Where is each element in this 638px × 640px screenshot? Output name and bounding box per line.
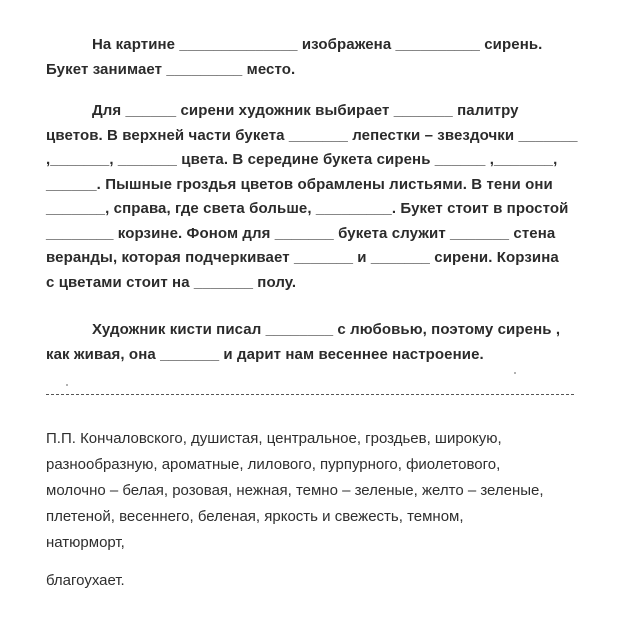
scan-speck [514, 372, 516, 374]
text-line: Для ______ сирени художник выбирает _______ палитру [92, 102, 519, 119]
word-bank-line: П.П. Кончаловского, душистая, центральное, гроздьев, широкую, [46, 430, 502, 447]
word-bank-line: плетеной, весеннего, беленая, яркость и свежесть, темном, [46, 508, 464, 525]
paragraph-description [46, 99, 606, 295]
text-line: Букет занимает _________ место. [46, 60, 296, 78]
text-line: с цветами стоит на _______ полу. [46, 273, 297, 291]
text-line: веранды, которая подчеркивает _______ и _______ сирени. Корзина [46, 249, 559, 266]
text-line: ______. Пышные гроздья цветов обрамлены листьями. В тени они [46, 175, 553, 193]
word-bank-line: натюрморт, [46, 534, 125, 551]
text-line: цветов. В верхней части букета _______ лепестки – звездочки _______ [46, 126, 578, 144]
text-line: Художник кисти писал ________ с любовью, поэтому сирень , [92, 321, 561, 338]
word-bank-line: молочно – белая, розовая, нежная, темно – зеленые, желто – зеленые, [46, 482, 544, 499]
paragraph-intro [46, 33, 606, 82]
text-line: ,_______, _______ цвета. В середине букета сирень ______ ,_______, [46, 151, 558, 168]
scan-speck [66, 384, 68, 386]
dashed-divider [46, 394, 574, 395]
text-line: как живая, она _______ и дарит нам весеннее настроение. [46, 345, 484, 363]
word-bank [46, 426, 616, 556]
text-line: _______, справа, где света больше, _________. Букет стоит в простой [46, 200, 569, 217]
text-line: ________ корзине. Фоном для _______ букета служит _______ стена [46, 224, 556, 242]
word-bank-line: разнообразную, ароматные, лилового, пурпурного, фиолетового, [46, 456, 501, 473]
paragraph-conclusion [46, 318, 606, 367]
text-line: На картине ______________ изображена __________ сирень. [92, 36, 543, 53]
word-bank-final: благоухает. [46, 572, 125, 589]
